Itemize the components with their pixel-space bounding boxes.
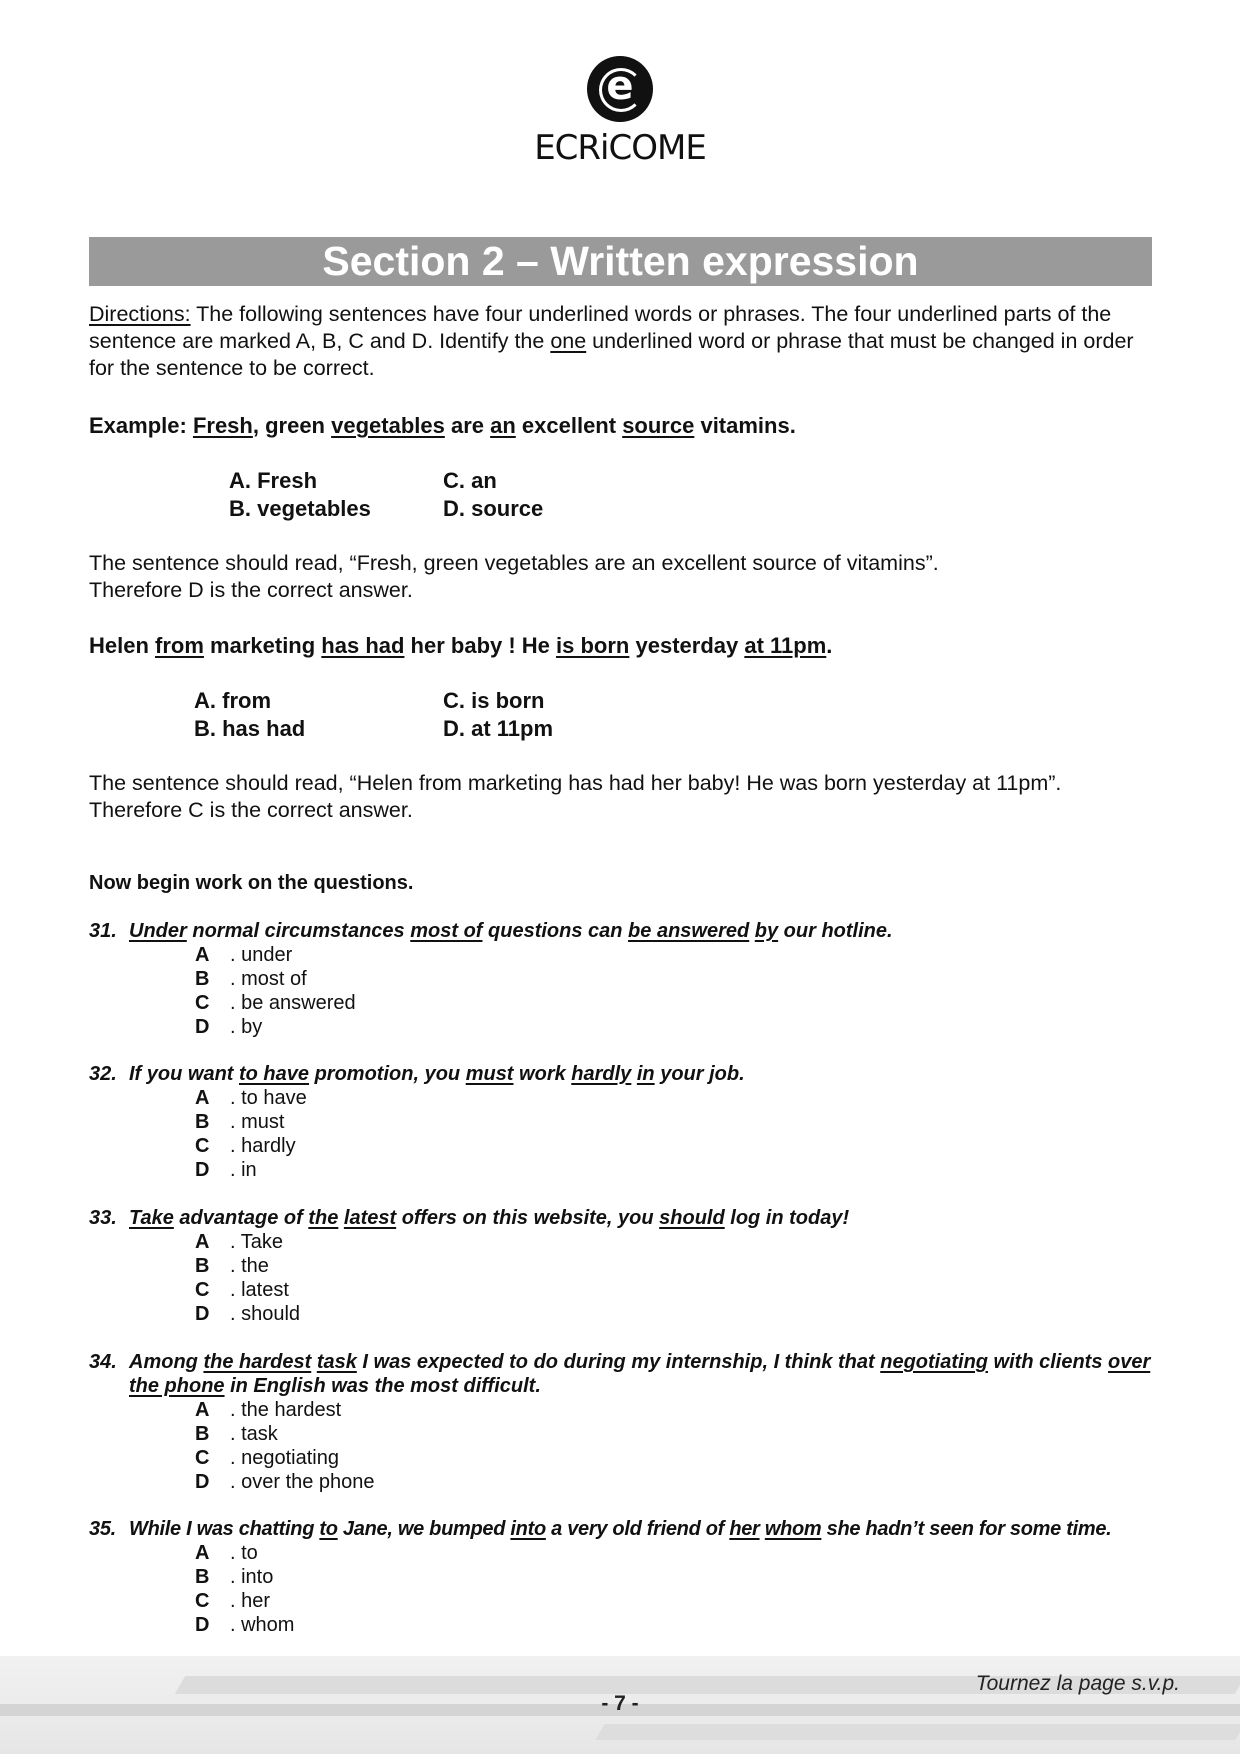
page-number: - 7 - — [601, 1692, 639, 1715]
choice-a: A . to — [195, 1542, 258, 1564]
example-2-option-c: C. is born — [443, 688, 545, 713]
choice-b: B . the — [195, 1255, 269, 1277]
choice-c: C . latest — [195, 1279, 289, 1301]
directions-emphasis: one — [550, 329, 587, 353]
choice-a: A . under — [195, 944, 293, 966]
choice-c: C . be answered — [195, 992, 356, 1014]
section-title: Section 2 – Written expression — [89, 237, 1152, 286]
choice-c: C . her — [195, 1590, 271, 1612]
logo-e-icon: e — [587, 56, 653, 122]
begin-instructions: Now begin work on the questions. — [89, 872, 414, 894]
choice-c: C . negotiating — [195, 1447, 339, 1469]
example-2-option-b: B. has had — [194, 716, 306, 741]
directions-label: Directions: — [89, 302, 191, 326]
choice-a: A . to have — [195, 1087, 307, 1109]
example-1-option-a: A. Fresh — [229, 468, 318, 493]
choice-a: A . the hardest — [195, 1399, 342, 1421]
question-34: 34. Among the hardest task I was expected to do during my internship, I think that negotiating with clients over the phone in English was the most difficult. A . the hardest B . task C . negotiating D . over the phone — [89, 1350, 1159, 1494]
example-2-option-d: D. at 11pm — [443, 716, 554, 741]
example-1-option-c: C. an — [443, 468, 497, 493]
example-sentence-1: Example: Fresh, green vegetables are an excellent source vitamins. — [89, 413, 796, 438]
choice-d: D . by — [195, 1016, 263, 1038]
choice-d: D . should — [195, 1303, 301, 1325]
example-1-option-b: B. vegetables — [229, 496, 371, 521]
question-33: 33. Take advantage of the latest offers on this website, you should log in today! A . Take B . the C . latest D . should — [89, 1206, 1159, 1326]
ecricome-logo — [520, 56, 720, 168]
example-sentence-2: Helen from marketing has had her baby ! He is born yesterday at 11pm. — [89, 633, 833, 658]
example-1-explanation: The sentence should read, “Fresh, green vegetables are an excellent source of vitamins”. Therefore D is the correct answer. — [89, 551, 939, 602]
logo-wordmark: ECRiCOME — [534, 128, 706, 168]
example-2-explanation: The sentence should read, “Helen from marketing has had her baby! He was born yesterday at 11pm”. Therefore C is the correct answer. — [89, 771, 1062, 822]
choice-d: D . whom — [195, 1614, 295, 1636]
directions: Directions: The following sentences have four underlined words or phrases. The four underlined parts of the sentence are marked A, B, C and D. Identify the one underlined word or phrase that must be changed in order for the sentence to be correct. — [89, 302, 1134, 380]
choice-b: B . task — [195, 1423, 278, 1445]
choice-b: B . must — [195, 1111, 285, 1133]
choice-a: A . Take — [195, 1231, 283, 1253]
choice-d: D . in — [195, 1159, 257, 1181]
question-31: 31. Under normal circumstances most of questions can be answered by our hotline. A . under B . most of C . be answered D . by — [89, 919, 1159, 1039]
choice-b: B . most of — [195, 968, 307, 990]
example-1-option-d: D. source — [443, 496, 544, 521]
question-32: 32. If you want to have promotion, you must work hardly in your job. A . to have B . must C . hardly D . in — [89, 1062, 1159, 1182]
choice-c: C . hardly — [195, 1135, 296, 1157]
example-2-option-a: A. from — [194, 688, 271, 713]
choice-b: B . into — [195, 1566, 274, 1588]
turn-page-note: Tournez la page s.v.p. — [975, 1672, 1180, 1695]
choice-d: D . over the phone — [195, 1471, 375, 1493]
question-35: 35. While I was chatting to Jane, we bumped into a very old friend of her whom she hadn’t seen for some time. A . to B . into C . her D . whom — [89, 1517, 1159, 1637]
